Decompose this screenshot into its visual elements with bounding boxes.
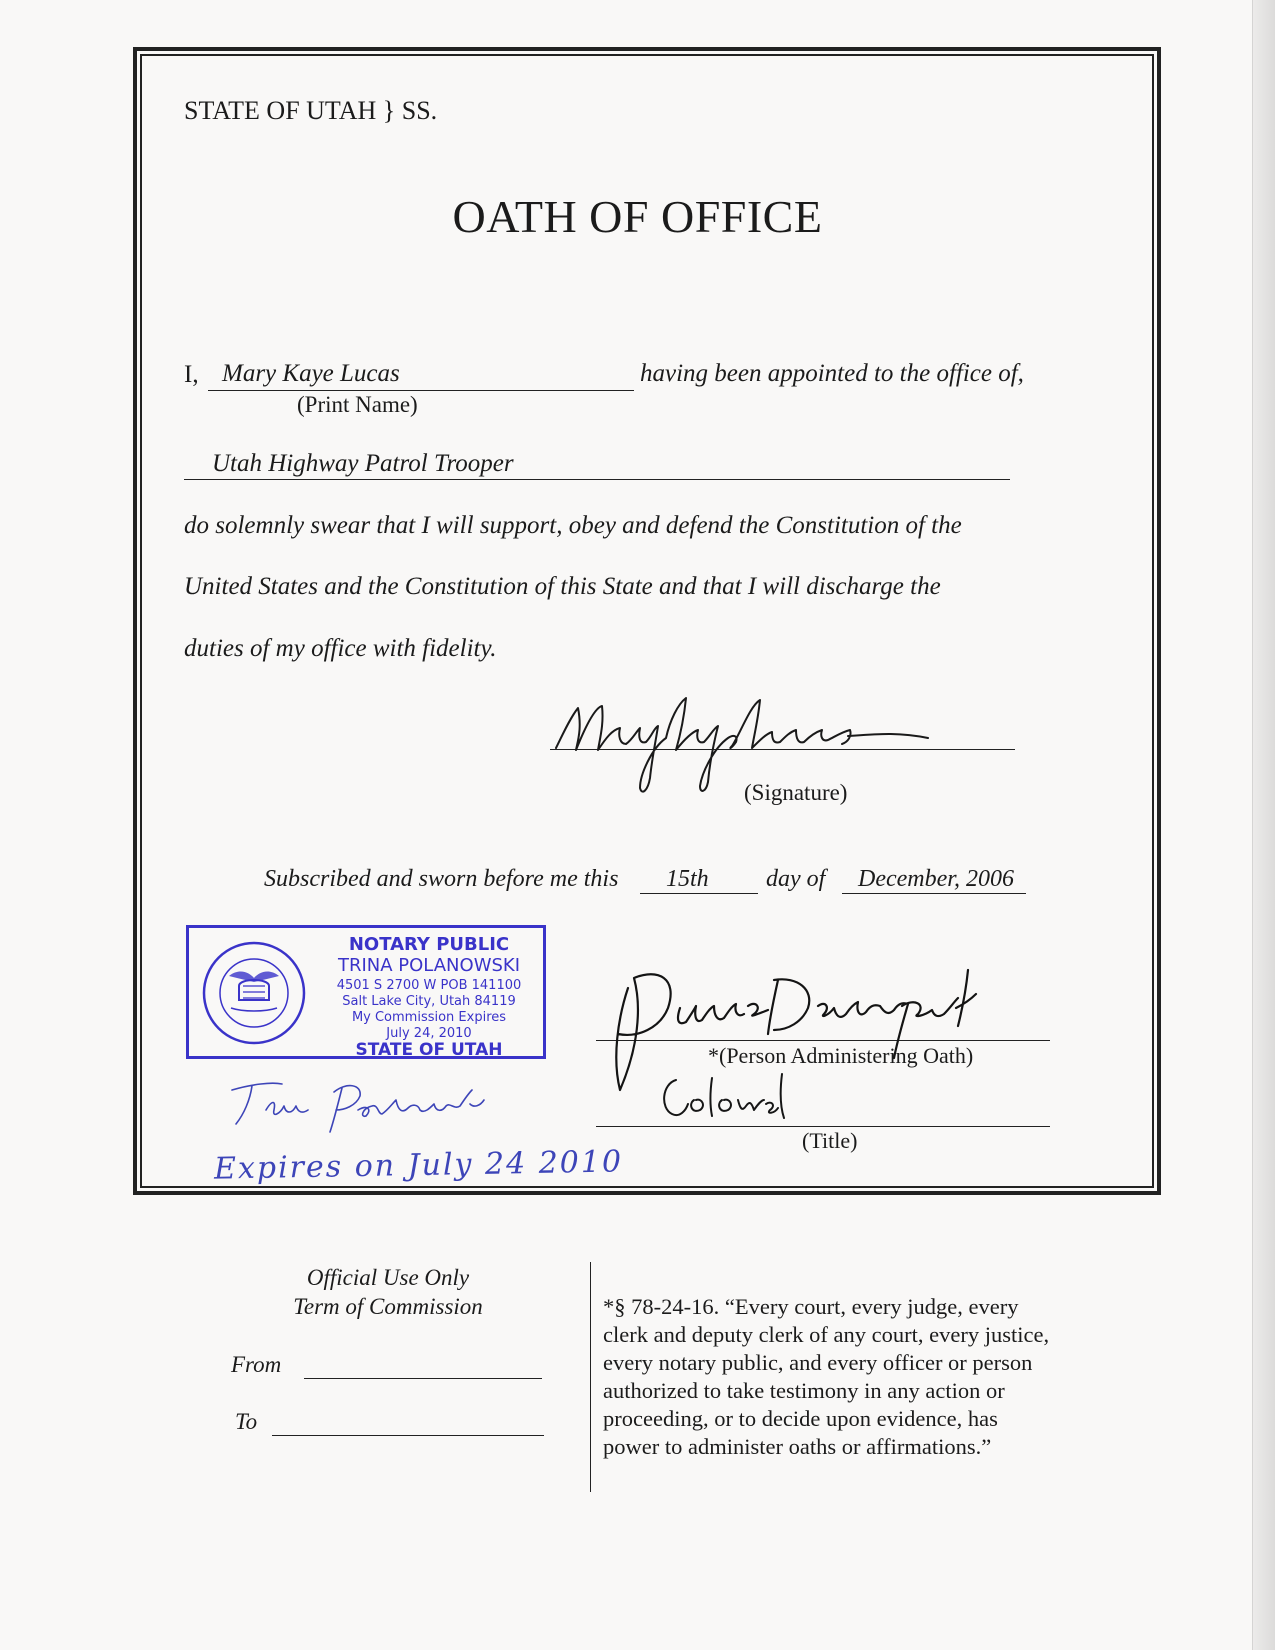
from-underline — [304, 1378, 542, 1379]
term-of-commission-heading: Term of Commission — [293, 1294, 483, 1319]
oath-line-1: do solemnly swear that I will support, obey and defend the Constitution of the — [184, 512, 962, 539]
administrator-title-handwritten — [654, 1070, 794, 1130]
print-name-label: (Print Name) — [297, 392, 418, 417]
notary-expiry-note: Expires on July 24 2010 — [213, 1144, 624, 1187]
oath-line-2: United States and the Constitution of this State and that I will discharge the — [184, 573, 941, 600]
sworn-text-2: day of — [766, 866, 826, 892]
official-use-heading: Official Use Only — [306, 1265, 470, 1290]
statute-line-4: authorized to take testimony in any action or — [603, 1378, 1005, 1403]
stamp-address: 4501 S 2700 W POB 141100 — [336, 978, 522, 993]
day-underline — [640, 893, 758, 894]
sworn-month-year: December, 2006 — [858, 866, 1014, 892]
office-title: Utah Highway Patrol Trooper — [212, 450, 514, 477]
notary-signature — [222, 1070, 522, 1140]
signature-label: (Signature) — [744, 780, 848, 805]
stamp-expires: July 24, 2010 — [386, 1026, 472, 1041]
from-label: From — [231, 1352, 282, 1377]
appointed-text: having been appointed to the office of, — [640, 360, 1024, 387]
sworn-day: 15th — [666, 866, 709, 892]
appointee-name: Mary Kaye Lucas — [222, 360, 400, 387]
to-label: To — [235, 1409, 258, 1434]
stamp-state: STATE OF UTAH — [355, 1040, 503, 1060]
notary-stamp — [186, 925, 546, 1059]
footer-divider — [590, 1262, 591, 1492]
sworn-text-1: Subscribed and sworn before me this — [264, 866, 619, 892]
to-underline — [272, 1435, 544, 1436]
name-underline — [208, 390, 634, 391]
statute-line-5: proceeding, or to decide upon evidence, has — [603, 1406, 998, 1431]
statute-line-6: power to administer oaths or affirmations.” — [603, 1434, 992, 1459]
office-underline — [184, 479, 1010, 480]
title-label: (Title) — [802, 1128, 858, 1153]
state-seal-icon — [199, 938, 309, 1048]
page-title: OATH OF OFFICE — [452, 191, 823, 242]
stamp-title: NOTARY PUBLIC — [348, 934, 510, 955]
stamp-commission: My Commission Expires — [351, 1010, 507, 1025]
administrator-label: *(Person Administering Oath) — [708, 1043, 974, 1068]
page-edge — [1252, 0, 1275, 1650]
statute-line-2: clerk and deputy clerk of any court, every justice, — [603, 1322, 1050, 1347]
statute-line-1: *§ 78-24-16. “Every court, every judge, every — [603, 1294, 1019, 1319]
oath-line-3: duties of my office with fidelity. — [184, 635, 497, 662]
statute-line-3: every notary public, and every officer or person — [603, 1350, 1033, 1375]
stamp-name: TRINA POLANOWSKI — [337, 955, 521, 976]
state-header: STATE OF UTAH } SS. — [184, 96, 438, 125]
stamp-city: Salt Lake City, Utah 84119 — [342, 994, 516, 1009]
prefix-i: I, — [184, 361, 199, 388]
month-underline — [842, 893, 1026, 894]
